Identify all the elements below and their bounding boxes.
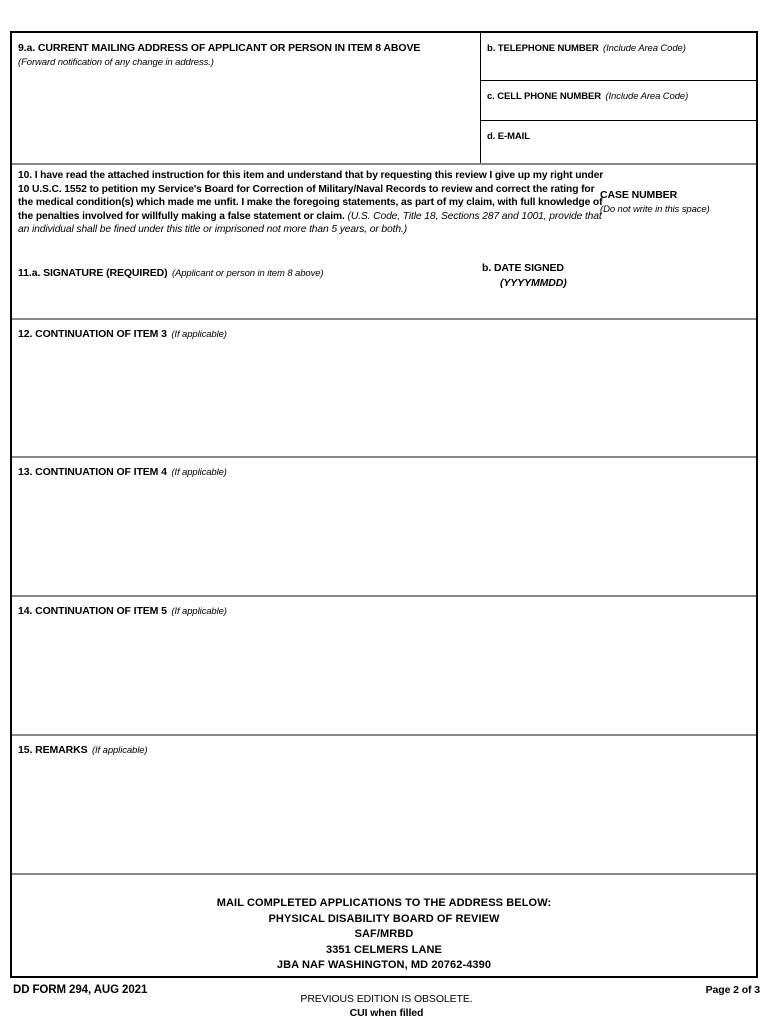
field-13-continuation-item4[interactable] — [12, 457, 756, 595]
mailing-address-block — [12, 896, 756, 974]
field-9b-label: b. TELEPHONE NUMBER — [487, 43, 599, 54]
field-9b-hint: (Include Area Code) — [603, 43, 686, 54]
field-9a-hint: (Forward notification of any change in address.) — [18, 57, 214, 68]
field-12-hint: (If applicable) — [171, 329, 227, 340]
field-10-bold-text: 10. I have read the attached instruction for this item and understand that by requesting this review I give up my right under 10 U.S.C. 1552 to petition my Service's Board for Correction of Military/Naval Records to review and correct the rating for the medical condition(s) which made me unfit. I make the foregoing statements, as part of my claim, with full knowledge of the penalties involved for willfully making a false statement or claim. — [18, 170, 604, 222]
field-13-label: 13. CONTINUATION OF ITEM 4 — [18, 466, 167, 478]
field-12-continuation-item3[interactable] — [12, 319, 756, 456]
field-15-remarks[interactable] — [12, 735, 756, 873]
field-15-label: 15. REMARKS — [18, 744, 88, 756]
field-case-number — [600, 185, 760, 215]
field-11a-label: 11.a. SIGNATURE (REQUIRED) — [18, 267, 168, 279]
field-9a-mailing-address[interactable] — [12, 33, 480, 163]
case-number-hint: (Do not write in this space) — [600, 204, 710, 215]
field-11a-signature[interactable] — [12, 258, 756, 316]
field-11b-date-signed[interactable] — [482, 258, 567, 289]
field-10-italic-text: (U.S. Code, Title 18, Sections 287 and 1001, provide that an individual shall be fined under this title or imprisoned not more than 5 years, or both.) — [18, 210, 602, 236]
mailing-line-2: PHYSICAL DISABILITY BOARD OF REVIEW — [268, 912, 500, 925]
section-mailing-address — [12, 874, 756, 976]
field-9c-hint: (Include Area Code) — [605, 91, 689, 102]
field-9a-label: 9.a. CURRENT MAILING ADDRESS OF APPLICANT OR PERSON IN ITEM 8 ABOVE — [18, 42, 421, 54]
form-identifier: DD FORM 294, AUG 2021 — [13, 984, 148, 996]
field-9d-email[interactable] — [481, 121, 756, 163]
form-table — [10, 31, 758, 978]
field-13-hint: (If applicable) — [171, 467, 227, 478]
field-9c-cell-phone[interactable] — [481, 81, 756, 120]
field-14-hint: (If applicable) — [171, 606, 227, 617]
mailing-line-4: 3351 CELMERS LANE — [325, 943, 442, 956]
field-11b-label: b. DATE SIGNED — [482, 262, 564, 274]
page-number: Page 2 of 3 — [705, 984, 760, 996]
field-14-label: 14. CONTINUATION OF ITEM 5 — [18, 605, 167, 617]
mailing-line-5: JBA NAF WASHINGTON, MD 20762-4390 — [276, 959, 492, 971]
field-14-continuation-item5[interactable] — [12, 596, 756, 734]
mailing-line-1: MAIL COMPLETED APPLICATIONS TO THE ADDRESS BELOW: — [216, 897, 552, 909]
field-15-hint: (If applicable) — [91, 745, 148, 756]
field-9b-telephone[interactable] — [481, 33, 756, 80]
field-12-label: 12. CONTINUATION OF ITEM 3 — [18, 328, 167, 340]
section-statement-signature — [12, 164, 756, 318]
previous-edition-notice: PREVIOUS EDITION IS OBSOLETE. — [300, 993, 473, 1005]
field-11a-hint: (Applicant or person in item 8 above) — [171, 268, 324, 279]
field-10-text — [18, 169, 606, 237]
field-11b-format: (YYYYMMDD) — [500, 277, 567, 289]
case-number-label: CASE NUMBER — [600, 189, 678, 201]
page-footer — [0, 980, 773, 1024]
cui-marking: CUI when filled — [349, 1007, 424, 1019]
field-9d-label: d. E-MAIL — [487, 131, 530, 142]
field-9c-label: c. CELL PHONE NUMBER — [487, 91, 601, 102]
mailing-line-3: SAF/MRBD — [354, 928, 414, 940]
